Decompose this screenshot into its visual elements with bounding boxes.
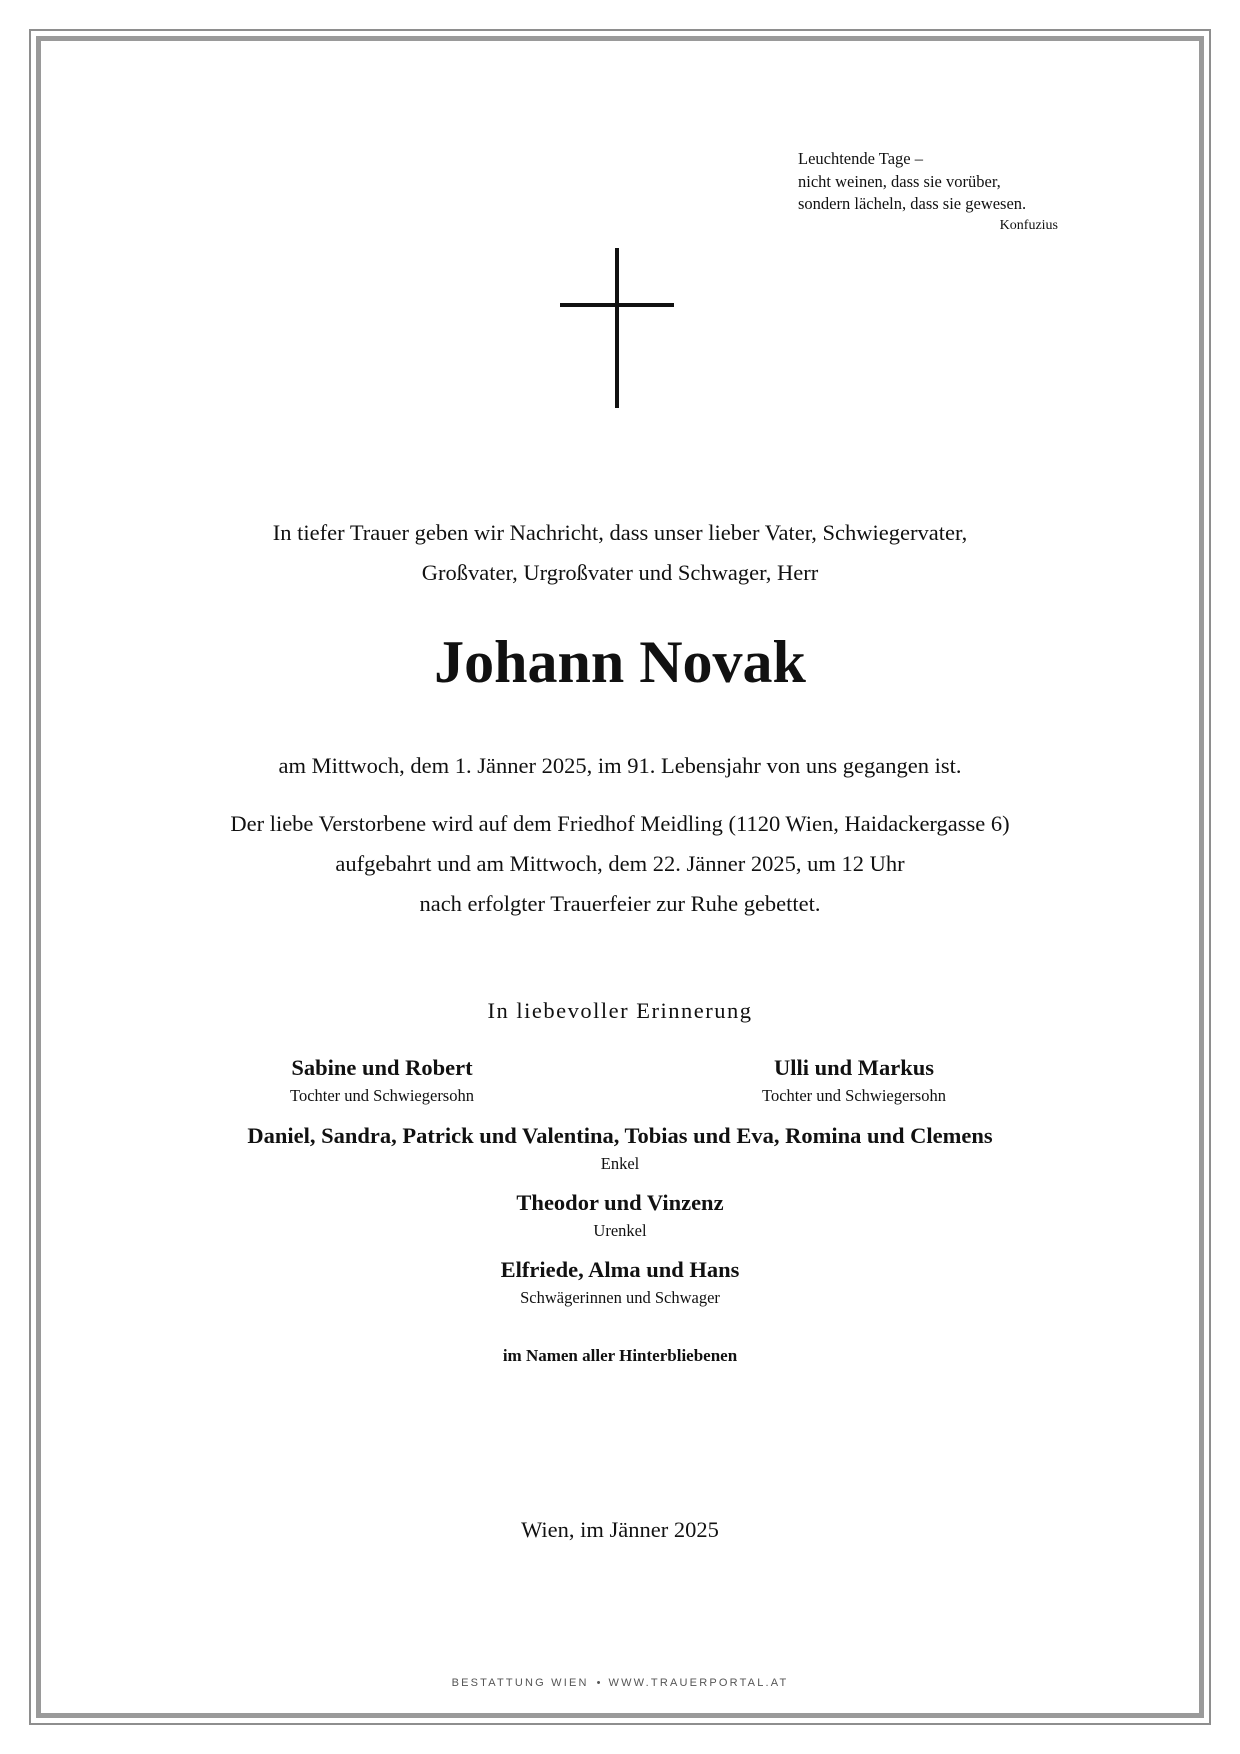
cross-horizontal-bar <box>560 303 674 307</box>
deceased-name: Johann Novak <box>434 629 806 695</box>
place-date: Wien, im Jänner 2025 <box>521 1517 719 1542</box>
cross-icon <box>560 248 674 408</box>
death-notice: am Mittwoch, dem 1. Jänner 2025, im 91. Lebensjahr von uns gegangen ist. <box>278 753 962 778</box>
quote-line: sondern lächeln, dass sie gewesen. <box>798 194 1027 213</box>
on-behalf-text: im Namen aller Hinterbliebenen <box>502 1346 738 1365</box>
mourner-name: Daniel, Sandra, Patrick und Valentina, Tobias und Eva, Romina und Clemens <box>247 1123 993 1148</box>
mourner-group-grandchildren <box>0 1120 1240 1176</box>
footer-website[interactable]: WWW.TRAUERPORTAL.AT <box>608 1677 789 1689</box>
footer-company: BESTATTUNG WIEN <box>451 1677 589 1689</box>
burial-line-3: nach erfolgter Trauerfeier zur Ruhe gebettet. <box>419 891 821 916</box>
mourner-relation: Urenkel <box>593 1221 647 1240</box>
burial-line-2: aufgebahrt und am Mittwoch, dem 22. Jänner 2025, um 12 Uhr <box>335 851 905 876</box>
mourner-relation: Tochter und Schwiegersohn <box>762 1086 946 1105</box>
mourner-group-great-grandchildren <box>0 1187 1240 1243</box>
mourner-name: Theodor und Vinzenz <box>516 1190 724 1215</box>
quote-line: nicht weinen, dass sie vorüber, <box>798 171 1001 191</box>
intro-line-1: In tiefer Trauer geben wir Nachricht, dass unser lieber Vater, Schwiegervater, <box>272 520 968 545</box>
mourner-relation: Tochter und Schwiegersohn <box>290 1086 474 1105</box>
intro-text <box>0 513 1240 593</box>
mourner-group-left <box>162 1052 602 1108</box>
burial-info <box>0 804 1240 924</box>
quote-line: Leuchtende Tage – <box>798 149 923 168</box>
cross-vertical-bar <box>615 248 619 408</box>
burial-line-1: Der liebe Verstorbene wird auf dem Friedhof Meidling (1120 Wien, Haidackergasse 6) <box>230 811 1010 836</box>
mourner-name: Sabine und Robert <box>291 1055 473 1080</box>
mourner-group-in-laws <box>0 1254 1240 1310</box>
memory-heading: In liebevoller Erinnerung <box>487 998 753 1023</box>
footer <box>0 1674 1240 1692</box>
mourner-name: Ulli und Markus <box>773 1055 935 1080</box>
mourner-relation: Schwägerinnen und Schwager <box>520 1288 720 1307</box>
quote-author: Konfuzius <box>999 217 1058 233</box>
footer-separator: • <box>596 1677 601 1689</box>
mourner-group-right <box>634 1052 1074 1108</box>
quote-block <box>798 148 1058 236</box>
mourner-relation: Enkel <box>600 1154 640 1173</box>
mourner-name: Elfriede, Alma und Hans <box>500 1257 740 1282</box>
intro-line-2: Großvater, Urgroßvater und Schwager, Herr <box>421 560 819 585</box>
